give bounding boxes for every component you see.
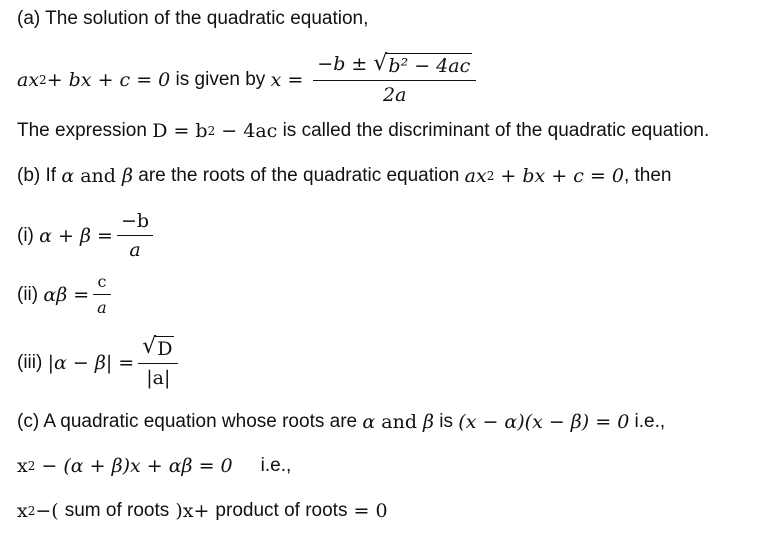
line-b-mid: are the roots of the quadratic equation <box>132 165 465 186</box>
equals-zero: = 0 <box>347 500 388 522</box>
beta-symbol: β <box>423 411 435 433</box>
sqrt-icon: √ b² − 4ac <box>373 51 471 77</box>
quadratic-formula-fraction <box>313 53 476 106</box>
given-by-text: is given by <box>170 68 271 90</box>
line-c-suffix: i.e., <box>629 411 666 432</box>
discriminant-suffix: is called the discriminant of the quadratic equation. <box>277 120 710 141</box>
item-i <box>17 210 157 261</box>
item-iii-denominator: |a| <box>146 367 171 389</box>
item-iii-fraction <box>138 336 178 389</box>
discriminant-prefix: The expression <box>17 120 153 141</box>
item-i-numerator: −b <box>120 210 150 232</box>
item-iii-numerator <box>138 336 178 363</box>
alpha-symbol: α <box>362 411 376 433</box>
and-word: and <box>74 165 122 187</box>
line-b-suffix: , then <box>623 165 672 186</box>
line-b-eq-rest: + bx + c = 0 <box>494 165 624 187</box>
equation-lhs-prefix: ax <box>17 68 40 91</box>
alpha-symbol: α <box>61 165 75 187</box>
x-variable: x <box>17 455 28 477</box>
formula-numerator <box>313 53 476 80</box>
expanded-suffix: i.e., <box>260 455 292 476</box>
numerator-radicand: b² − 4ac <box>388 55 471 77</box>
quadratic-formula-line: ax 2 + bx + c = 0 is given by x = −b ± √ b² − 4ac 2a <box>17 53 480 106</box>
item-i-fraction <box>117 210 153 261</box>
discriminant-line: The expression D = b 2 − 4ac is called the discriminant of the quadratic equation. <box>17 120 710 142</box>
equation-lhs-rest: + bx + c = 0 <box>46 68 171 91</box>
numerator-prefix: −b ± <box>317 53 374 75</box>
beta-symbol: β <box>122 165 133 187</box>
item-ii <box>17 272 115 317</box>
discriminant-expr-rest: − 4ac <box>215 120 278 142</box>
line-c-sum-product: x 2 −( sum of roots )x+ product of roots = 0 <box>17 500 388 522</box>
item-i-lhs: α + β = <box>39 224 113 247</box>
item-ii-denominator: a <box>97 298 107 317</box>
item-ii-lhs: αβ = <box>43 283 90 306</box>
line-c-is: is <box>434 411 459 432</box>
x-equals: x = <box>270 68 304 91</box>
line-a-intro-text: (a) The solution of the quadratic equation, <box>17 8 369 29</box>
expanded-expression: − (α + β)x + αβ = 0 <box>35 455 233 477</box>
line-c-expression: (x − α)(x − β) = 0 <box>458 411 630 433</box>
item-iii <box>17 336 182 389</box>
item-ii-fraction <box>93 272 111 317</box>
item-i-label: (i) <box>17 224 40 246</box>
item-iii-lhs: |α − β| = <box>47 351 135 374</box>
item-iii-label: (iii) <box>17 351 48 373</box>
line-b-prefix: (b) If <box>17 165 62 186</box>
minus-open: −( <box>35 500 65 522</box>
and-word: and <box>375 411 424 433</box>
discriminant-expr-lhs: D = b <box>152 120 208 142</box>
item-ii-label: (ii) <box>17 283 44 305</box>
line-b-eq-prefix: ax <box>464 165 487 187</box>
close-x-plus: )x+ <box>169 500 216 522</box>
sum-of-roots-text: sum of roots <box>64 500 170 521</box>
sqrt-icon: √ D <box>142 334 173 360</box>
item-ii-numerator: c <box>97 272 107 291</box>
product-of-roots-text: product of roots <box>215 500 348 521</box>
line-c-prefix: (c) A quadratic equation whose roots are <box>17 411 363 432</box>
item-iii-radicand: D <box>157 338 173 360</box>
line-c <box>17 411 665 433</box>
line-a-intro <box>17 8 368 30</box>
x-variable: x <box>17 500 28 522</box>
line-c-expanded: x 2 − (α + β)x + αβ = 0 i.e., <box>17 455 292 477</box>
item-i-denominator: a <box>129 239 141 261</box>
line-b: (b) If α and β are the roots of the quadratic equation ax 2 + bx + c = 0 , then <box>17 165 672 187</box>
formula-denominator: 2a <box>383 84 407 106</box>
